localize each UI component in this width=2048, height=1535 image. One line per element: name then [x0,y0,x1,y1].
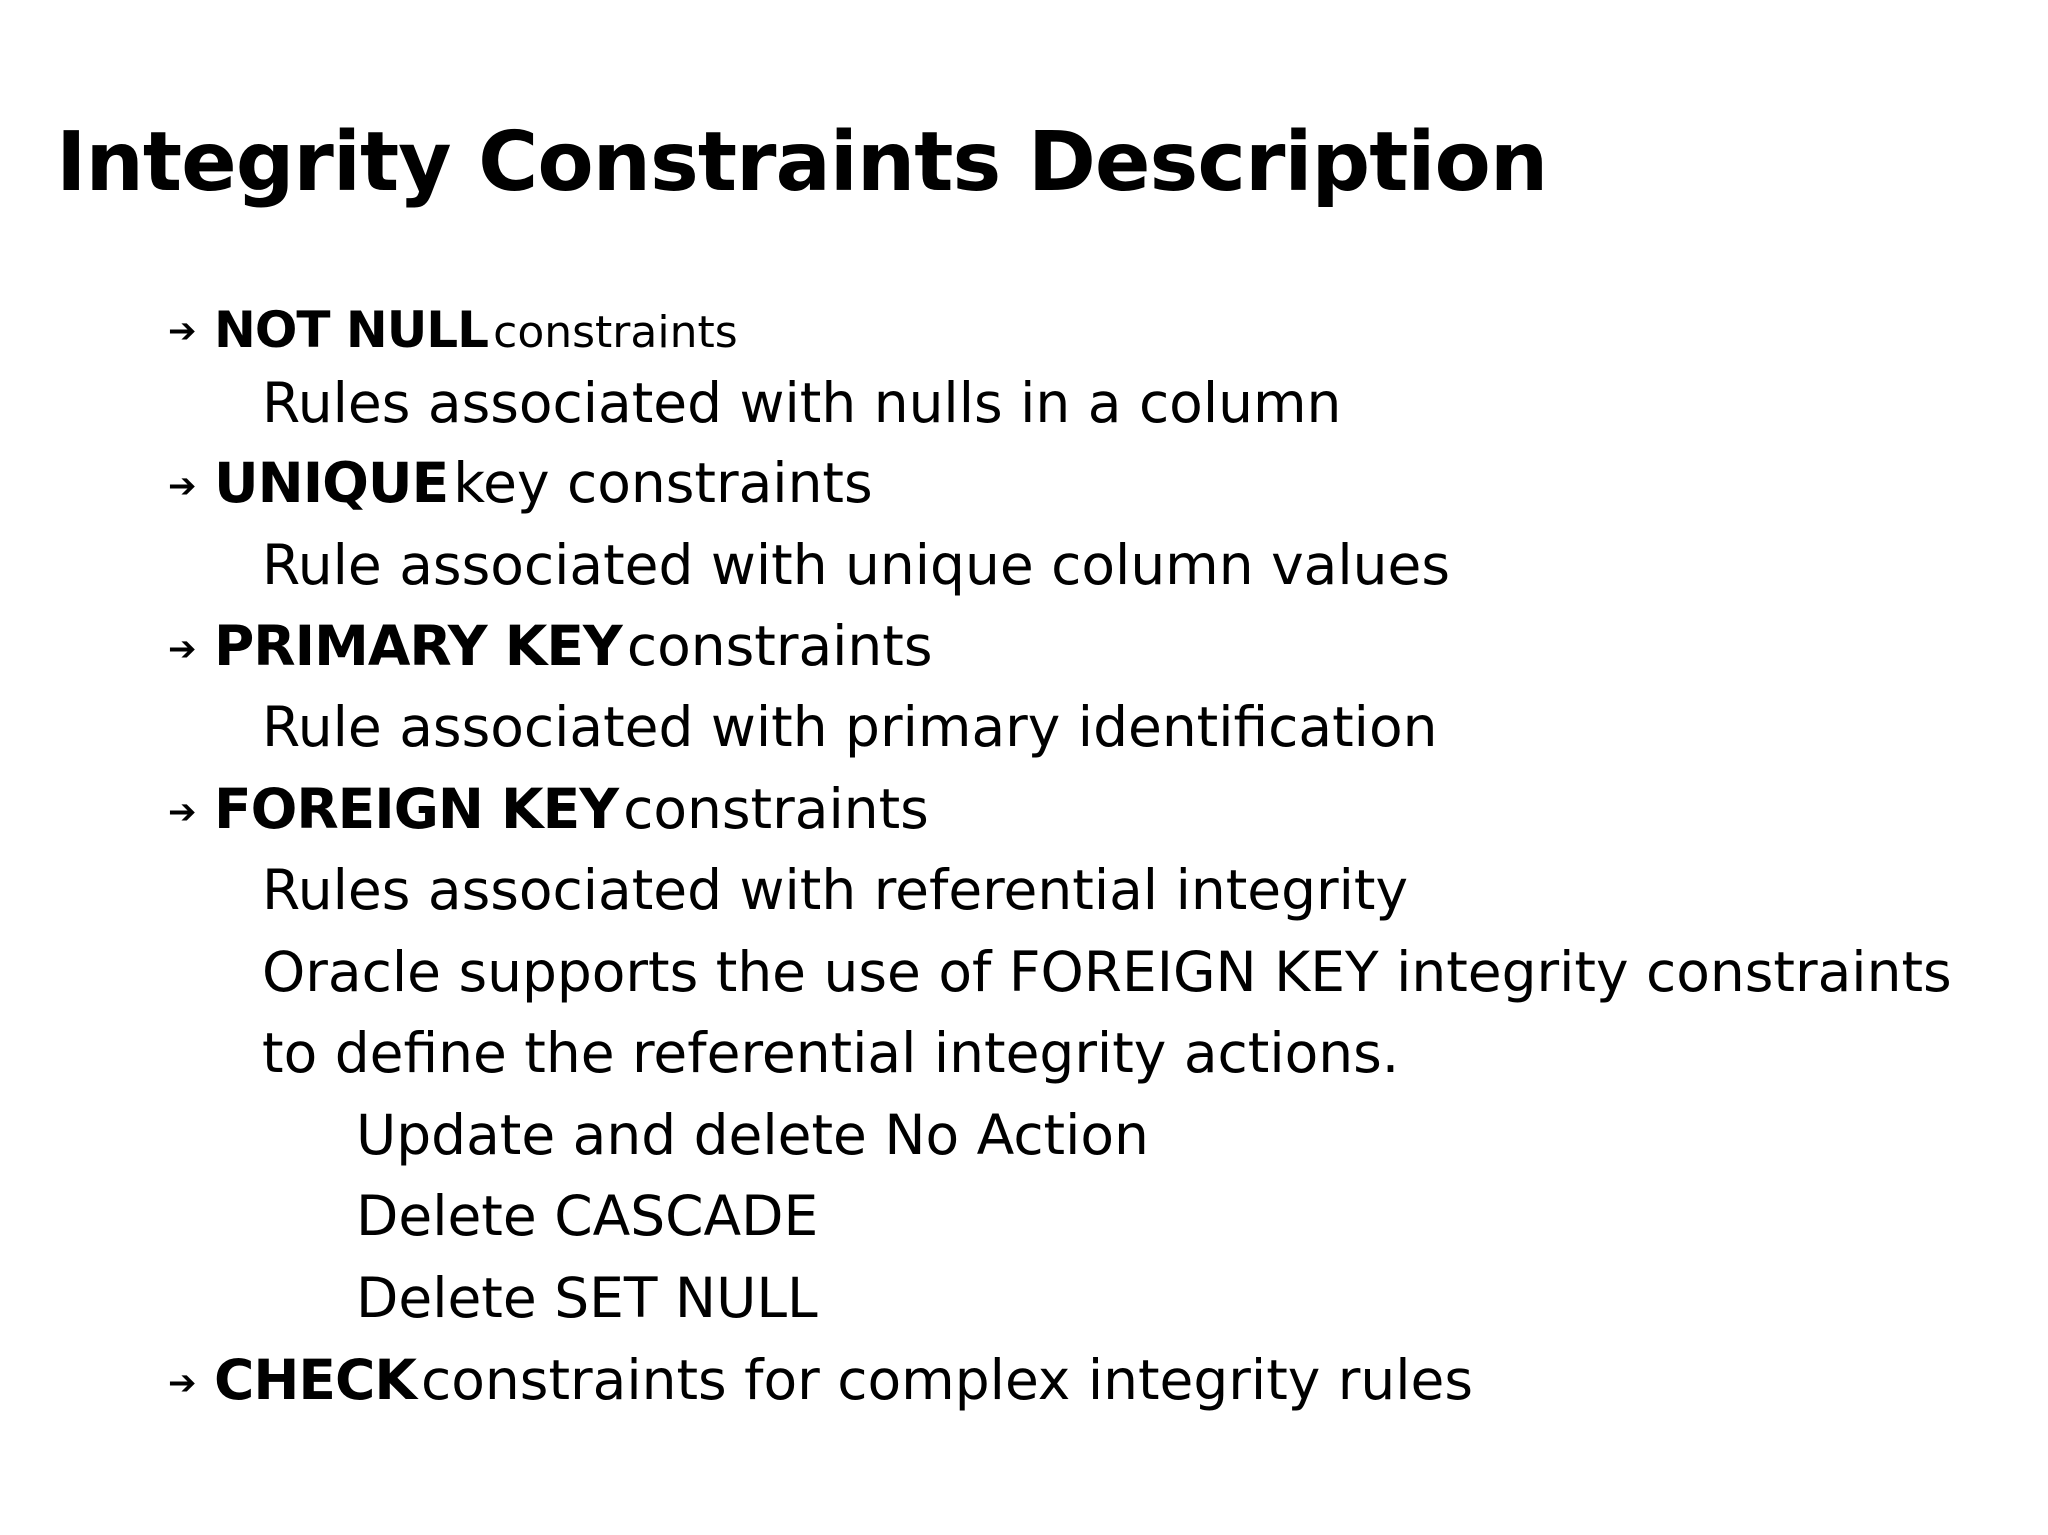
bullet-not-null [168,301,738,360]
fk-action-item: Delete SET NULL [356,1266,818,1330]
bullet-description: Rules associated with nulls in a column [262,371,1342,435]
arrow-right-icon: ➔ [168,310,197,351]
bullet-description: Rule associated with primary identification [262,695,1438,759]
bullet-description: Rules associated with referential integrity [262,858,1409,922]
bullet-text: constraints [623,777,929,841]
bullet-description: Oracle supports the use of FOREIGN KEY integrity constraints [262,940,1952,1004]
slide-title: Integrity Constraints Description [56,115,1548,210]
arrow-right-icon: ➔ [168,628,197,669]
bullet-text: constraints for complex integrity rules [421,1348,1474,1412]
bullet-primary-key [168,614,933,678]
arrow-right-icon: ➔ [168,465,197,506]
fk-action-item: Delete CASCADE [356,1184,819,1248]
bullet-text: constraints [493,307,738,358]
fk-action-item: Update and delete No Action [356,1103,1149,1167]
bullet-keyword: NOT NULL [214,301,489,359]
arrow-right-icon: ➔ [168,1362,197,1403]
bullet-description: Rule associated with unique column values [262,533,1450,597]
bullet-check [168,1348,1474,1412]
bullet-keyword: UNIQUE [214,451,449,515]
bullet-keyword: CHECK [214,1348,416,1412]
bullet-keyword: FOREIGN KEY [214,777,619,841]
bullet-description: to define the referential integrity actions. [262,1021,1400,1085]
bullet-text: constraints [626,614,933,678]
bullet-foreign-key [168,777,929,841]
bullet-text: key constraints [453,451,873,515]
bullet-keyword: PRIMARY KEY [214,614,622,678]
bullet-unique [168,451,873,515]
arrow-right-icon: ➔ [168,791,197,832]
